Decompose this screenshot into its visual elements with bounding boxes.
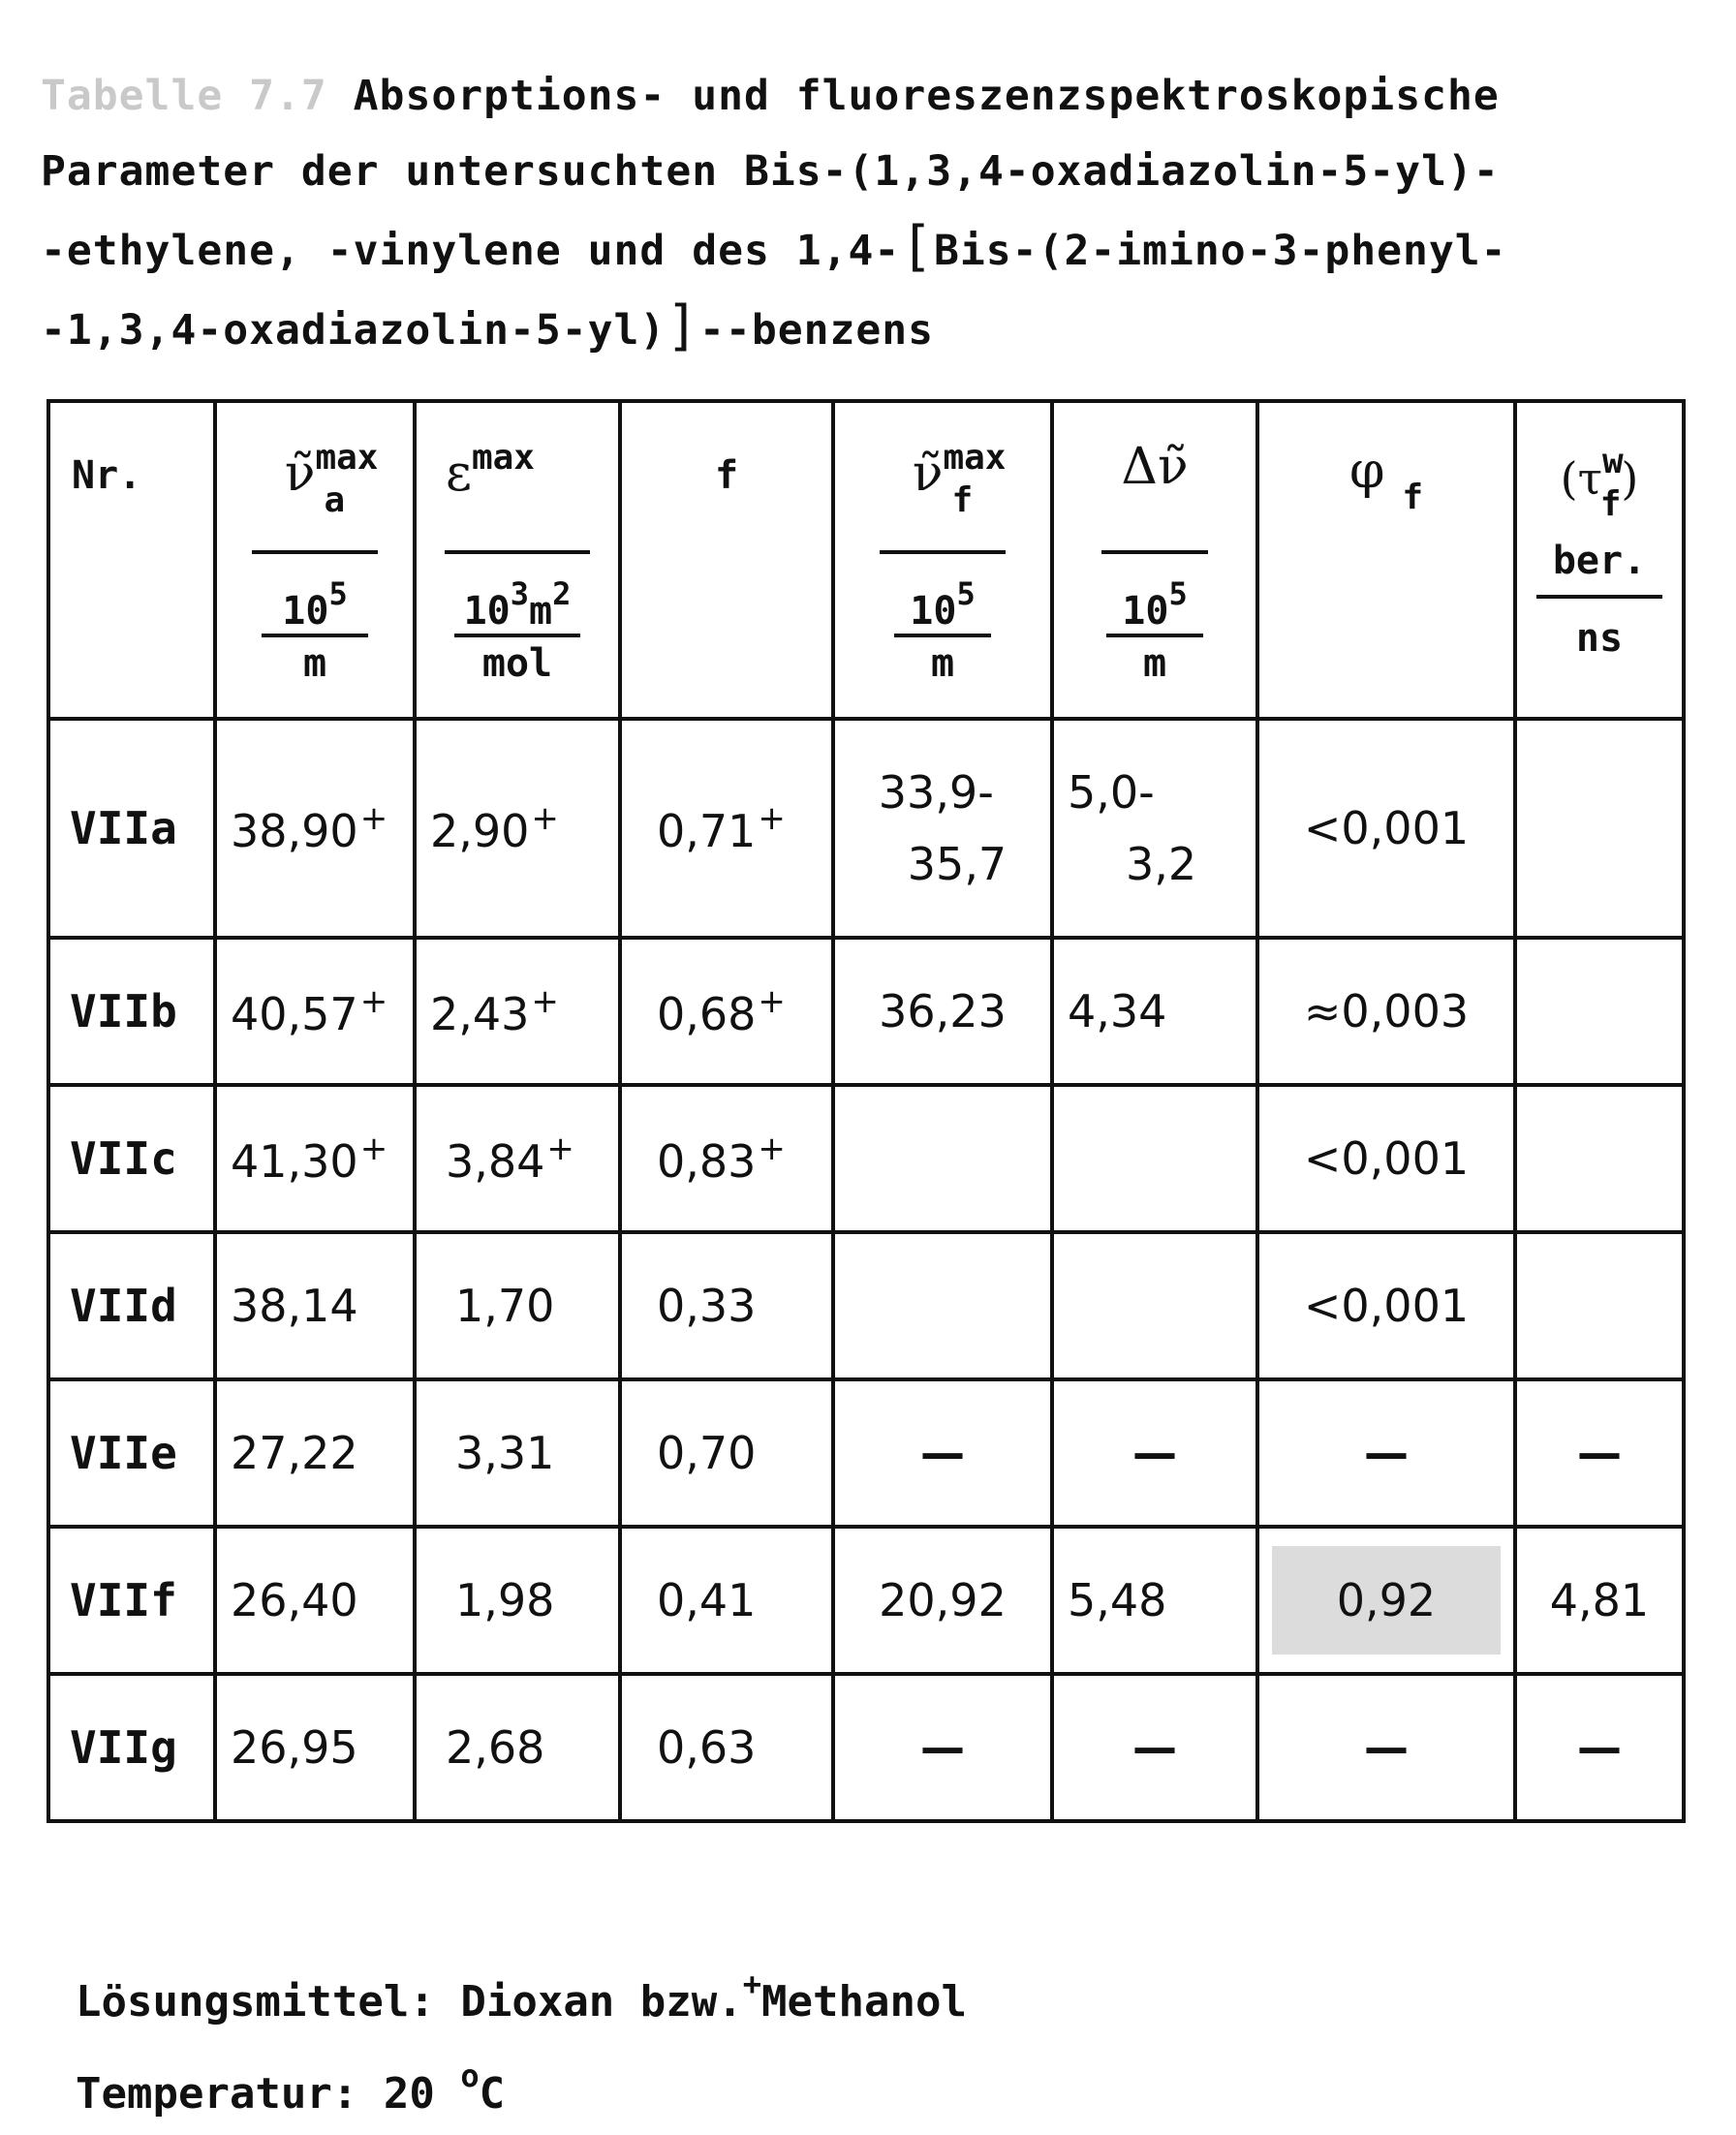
- header-nu-a-bar2: [262, 634, 368, 637]
- table-row: [48, 1379, 1684, 1527]
- cell-nu-a: 26,40: [215, 1527, 415, 1674]
- footnote-solvent-methanol: Methanol: [761, 1977, 967, 2027]
- header-nu-a: [215, 401, 415, 719]
- cell-tau: [1515, 1232, 1684, 1379]
- cell-phi: ≈0,003: [1257, 938, 1515, 1085]
- header-eps-num: $10^3m^2$: [463, 575, 572, 634]
- header-tau-label: ber.: [1552, 539, 1647, 583]
- caption-line4b: --benzens: [699, 306, 935, 355]
- cell-tau: —: [1515, 1379, 1684, 1527]
- cell-f: 0,41: [620, 1527, 833, 1674]
- header-nu-f-bar: [880, 550, 1006, 554]
- cell-f: 0,71+: [620, 719, 833, 938]
- cell-tau: [1515, 1085, 1684, 1232]
- caption-bracket-close: ]: [666, 294, 700, 357]
- header-tau-bar: [1536, 595, 1662, 599]
- header-delta-nu-bar: [1101, 550, 1208, 554]
- header-nu-f-den: m: [930, 641, 955, 686]
- header-row: [48, 401, 1684, 719]
- cell-nu-f: [833, 1085, 1052, 1232]
- header-nu-a-symbol: ν̃$^{max}_a$: [284, 438, 379, 520]
- cell-delta-nu: —: [1052, 1379, 1257, 1527]
- header-eps-symbol: $\varepsilon^{max}$: [446, 438, 535, 503]
- cell-eps: 3,31: [415, 1379, 620, 1527]
- cell-delta-nu: [1052, 1232, 1257, 1379]
- cell-nu-a: 27,22: [215, 1379, 415, 1527]
- header-eps: [415, 401, 620, 719]
- cell-nu-a: 41,30+: [215, 1085, 415, 1232]
- cell-nu-f: 33,9- 35,7: [833, 719, 1052, 938]
- header-delta-nu-den: m: [1142, 641, 1167, 686]
- cell-delta-nu: 5,0- 3,2: [1052, 719, 1257, 938]
- header-delta-nu-num: $10^5$: [1122, 575, 1188, 634]
- cell-f: 0,63: [620, 1674, 833, 1821]
- header-eps-bar2: [454, 634, 580, 637]
- table-row: [48, 719, 1684, 938]
- cell-tau: [1515, 719, 1684, 938]
- cell-nu-f: —: [833, 1674, 1052, 1821]
- cell-nu-f: 36,23: [833, 938, 1052, 1085]
- cell-eps: 2,68: [415, 1674, 620, 1821]
- cell-tau: —: [1515, 1674, 1684, 1821]
- header-nu-a-num: $10^5$: [282, 575, 348, 634]
- cell-eps: 2,90+: [415, 719, 620, 938]
- cell-nr: VIIb: [48, 938, 215, 1085]
- cell-nu-a: 38,90+: [215, 719, 415, 938]
- footnote-degree: o: [460, 2058, 480, 2094]
- header-f: [620, 401, 833, 719]
- cell-phi: <0,001: [1257, 719, 1515, 938]
- table-row: [48, 1232, 1684, 1379]
- header-nu-a-den: m: [302, 641, 327, 686]
- cell-delta-nu: [1052, 1085, 1257, 1232]
- cell-nr: VIIf: [48, 1527, 215, 1674]
- cell-nu-a: 40,57+: [215, 938, 415, 1085]
- header-tau-den: ns: [1575, 616, 1624, 661]
- highlighted-value: 0,92: [1272, 1546, 1501, 1655]
- cell-phi: —: [1257, 1379, 1515, 1527]
- header-f-label: f: [714, 453, 739, 498]
- cell-nr: VIId: [48, 1232, 215, 1379]
- caption-bracket-open: [: [900, 215, 935, 278]
- header-nu-f: [833, 401, 1052, 719]
- header-nu-f-num: $10^5$: [910, 575, 976, 634]
- cell-tau: [1515, 938, 1684, 1085]
- cell-nr: VIIc: [48, 1085, 215, 1232]
- table-caption: [41, 58, 1707, 368]
- cell-nu-a: 38,14: [215, 1232, 415, 1379]
- header-nr: [48, 401, 215, 719]
- cell-nr: VIIe: [48, 1379, 215, 1527]
- caption-line3b: Bis-(2-imino-3-phenyl-: [934, 227, 1507, 275]
- header-phi-symbol: φ $_f$: [1348, 442, 1424, 517]
- footnote-temperature: Temperatur: 20: [76, 2069, 461, 2119]
- header-phi: [1257, 401, 1515, 719]
- header-nu-f-symbol: ν̃$^{max}_f$: [912, 438, 1007, 520]
- table-row: [48, 1674, 1684, 1821]
- cell-tau: 4,81: [1515, 1527, 1684, 1674]
- cell-f: 0,83+: [620, 1085, 833, 1232]
- cell-nu-f: 20,92: [833, 1527, 1052, 1674]
- table-row: [48, 1527, 1684, 1674]
- cell-phi: <0,001: [1257, 1085, 1515, 1232]
- cell-nu-a: 26,95: [215, 1674, 415, 1821]
- footnote-temp-unit: C: [479, 2069, 506, 2119]
- table-row: [48, 938, 1684, 1085]
- cell-nu-f: —: [833, 1379, 1052, 1527]
- footnote: [76, 1947, 967, 2131]
- cell-f: 0,68+: [620, 938, 833, 1085]
- header-tau: [1515, 401, 1684, 719]
- data-table: [46, 399, 1686, 1823]
- header-delta-nu: [1052, 401, 1257, 719]
- footnote-solvent-mark: +: [742, 1965, 762, 2002]
- cell-nr: VIIg: [48, 1674, 215, 1821]
- cell-nu-f: [833, 1232, 1052, 1379]
- caption-line1: Absorptions- und fluoreszenzspektroskopische: [326, 72, 1500, 120]
- cell-phi: <0,001: [1257, 1232, 1515, 1379]
- header-delta-nu-bar2: [1106, 634, 1203, 637]
- caption-label: Tabelle 7.7: [41, 72, 327, 120]
- cell-eps: 3,84+: [415, 1085, 620, 1232]
- header-nu-a-bar: [252, 550, 378, 554]
- header-nu-f-bar2: [894, 634, 991, 637]
- cell-eps: 1,70: [415, 1232, 620, 1379]
- cell-phi: —: [1257, 1674, 1515, 1821]
- cell-phi: [1257, 1527, 1515, 1674]
- footnote-solvent: Lösungsmittel: Dioxan bzw.: [76, 1977, 743, 2027]
- cell-delta-nu: —: [1052, 1674, 1257, 1821]
- caption-line2: Parameter der untersuchten Bis-(1,3,4-oxadiazolin-5-yl)-: [41, 147, 1500, 196]
- header-tau-symbol: $(\tau^w_f)$: [1560, 442, 1639, 524]
- cell-delta-nu: 5,48: [1052, 1527, 1257, 1674]
- header-eps-bar: [445, 550, 590, 554]
- header-nr-label: Nr.: [72, 453, 142, 498]
- cell-nr: VIIa: [48, 719, 215, 938]
- cell-eps: 2,43+: [415, 938, 620, 1085]
- cell-delta-nu: 4,34: [1052, 938, 1257, 1085]
- caption-line4a: -1,3,4-oxadiazolin-5-yl): [41, 306, 666, 355]
- cell-f: 0,70: [620, 1379, 833, 1527]
- header-eps-den: mol: [481, 641, 553, 686]
- table-row: [48, 1085, 1684, 1232]
- cell-eps: 1,98: [415, 1527, 620, 1674]
- caption-line3a: -ethylene, -vinylene und des 1,4-: [41, 227, 901, 275]
- cell-f: 0,33: [620, 1232, 833, 1379]
- header-delta-nu-symbol: Δν̃: [1121, 438, 1189, 496]
